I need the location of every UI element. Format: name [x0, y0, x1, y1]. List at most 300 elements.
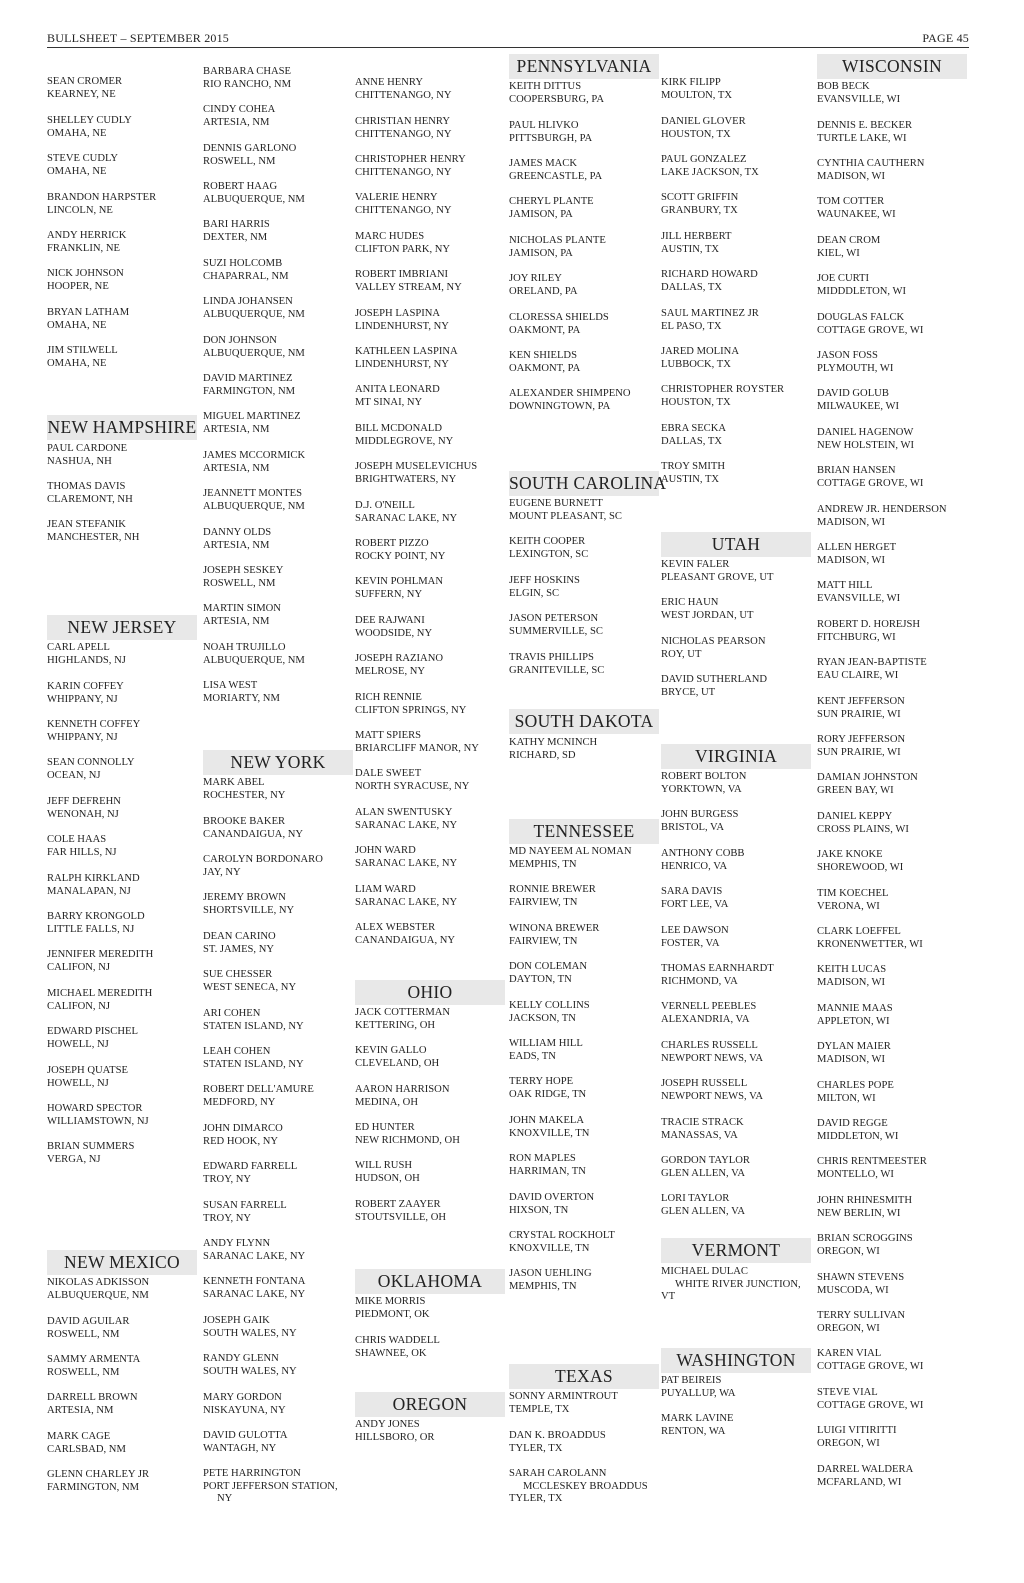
- entry-name: SONNY ARMINTROUT: [509, 1391, 618, 1402]
- entry: [203, 565, 363, 590]
- entry: [355, 461, 515, 486]
- entry: [661, 771, 821, 796]
- entry: [355, 1335, 515, 1360]
- entry-location: COOPERSBURG, PA: [509, 93, 604, 105]
- entry-location: MANALAPAN, NJ: [47, 885, 131, 897]
- entry-name: MATT HILL: [817, 580, 873, 591]
- entry-name: KENT JEFFERSON: [817, 696, 905, 707]
- entry-name: PAUL CARDONE: [47, 443, 128, 454]
- entry-name: KEITH LUCAS: [817, 964, 887, 975]
- entry: [203, 450, 363, 475]
- entry-location: MADISON, WI: [817, 516, 886, 528]
- entry-name: JOSEPH RUSSELL: [661, 1078, 748, 1089]
- entry: [203, 373, 363, 398]
- entry-location: DAYTON, TN: [509, 973, 572, 985]
- entry-name: ANDY JONES: [355, 1419, 420, 1430]
- entry-location-continued: NY: [217, 1493, 233, 1505]
- entry-location: FOSTER, VA: [661, 937, 720, 949]
- entry-name: JOY RILEY: [509, 273, 562, 284]
- entry: [203, 143, 363, 168]
- entry-name: ROBERT D. HOREJSH: [817, 619, 921, 630]
- entry-name: KARIN COFFEY: [47, 681, 124, 692]
- entry-location-continued: VT: [661, 1291, 676, 1303]
- entry-name: ROBERT BOLTON: [661, 771, 747, 782]
- entry-name: SHAWN STEVENS: [817, 1272, 905, 1283]
- entry: [661, 925, 821, 950]
- entry: [817, 1041, 977, 1066]
- entry-location: ROCHESTER, NY: [203, 789, 286, 801]
- entry-location: CLIFTON PARK, NY: [355, 243, 451, 255]
- entry-location: JAY, NY: [203, 866, 241, 878]
- entry: [47, 268, 207, 293]
- entry-location: ALBUQUERQUE, NM: [203, 347, 305, 359]
- entry-location: ALEXANDRIA, VA: [661, 1013, 750, 1025]
- entry: [509, 312, 669, 337]
- entry: [817, 734, 977, 759]
- entry: [661, 192, 821, 217]
- entry-location: RIO RANCHO, NM: [203, 78, 291, 90]
- entry-name: RICHARD HOWARD: [661, 269, 758, 280]
- state-heading: VERMONT: [661, 1238, 811, 1263]
- entry-name: EUGENE BURNETT: [509, 498, 603, 509]
- entry: [203, 1276, 363, 1301]
- entry-location: VERONA, WI: [817, 900, 880, 912]
- entry: [661, 674, 821, 699]
- entry-name: SEAN CROMER: [47, 76, 123, 87]
- entry-name: DAMIAN JOHNSTON: [817, 772, 918, 783]
- entry: [661, 269, 821, 294]
- entry: [661, 1117, 821, 1142]
- entry: [817, 196, 977, 221]
- entry-location: CHITTENANGO, NY: [355, 204, 452, 216]
- entry-location: SHAWNEE, OK: [355, 1347, 427, 1359]
- entry: [47, 307, 207, 332]
- entry: [817, 1464, 977, 1489]
- entry: [355, 500, 515, 525]
- entry-name: MARTIN SIMON: [203, 603, 281, 614]
- entry: [47, 519, 207, 544]
- entry-location: NISKAYUNA, NY: [203, 1404, 286, 1416]
- entry-name: DARRELL BROWN: [47, 1392, 138, 1403]
- entry-location: ORELAND, PA: [509, 285, 578, 297]
- entry-location: MELROSE, NY: [355, 665, 426, 677]
- entry: [661, 154, 821, 179]
- entry-location: STATEN ISLAND, NY: [203, 1020, 304, 1032]
- entry-name: DANNY OLDS: [203, 527, 272, 538]
- entry-name: KEN SHIELDS: [509, 350, 577, 361]
- entry: [817, 1195, 977, 1220]
- entry-name: CHERYL PLANTE: [509, 196, 594, 207]
- entry: [661, 384, 821, 409]
- entry: [509, 120, 669, 145]
- state-heading: SOUTH CAROLINA: [509, 471, 659, 496]
- entry-location: YORKTOWN, VA: [661, 783, 742, 795]
- entry-location: KETTERING, OH: [355, 1019, 436, 1031]
- entry-name: DAVID SUTHERLAND: [661, 674, 768, 685]
- entry-location: WAUNAKEE, WI: [817, 208, 896, 220]
- entry: [509, 388, 669, 413]
- entry-name: THOMAS DAVIS: [47, 481, 126, 492]
- entry-name: DAVID GULOTTA: [203, 1430, 288, 1441]
- entry-location: NEWPORT NEWS, VA: [661, 1090, 764, 1102]
- entry-name: KEITH COOPER: [509, 536, 586, 547]
- entry: [203, 854, 363, 879]
- entry-location: FRANKLIN, NE: [47, 242, 120, 254]
- publication-title: BULLSHEET – SEPTEMBER 2015: [47, 31, 229, 45]
- entry-name: DAN K. BROADDUS: [509, 1430, 606, 1441]
- entry: [47, 345, 207, 370]
- entry: [817, 273, 977, 298]
- entry: [203, 219, 363, 244]
- entry: [355, 423, 515, 448]
- entry-location: ARTESIA, NM: [203, 423, 270, 435]
- entry: [661, 559, 821, 584]
- entry-name: TRACIE STRACK: [661, 1117, 744, 1128]
- entry-name: BARRY KRONGOLD: [47, 911, 145, 922]
- entry-name: DON JOHNSON: [203, 335, 277, 346]
- entry-location: CALIFON, NJ: [47, 961, 110, 973]
- entry: [355, 1296, 515, 1321]
- entry-location: HOWELL, NJ: [47, 1038, 109, 1050]
- entry-location: CHITTENANGO, NY: [355, 166, 452, 178]
- entry-name: ANDY FLYNN: [203, 1238, 271, 1249]
- entry-location: TEMPLE, TX: [509, 1403, 570, 1415]
- entry-location: RICHARD, SD: [509, 749, 576, 761]
- entry-name: CHRISTOPHER ROYSTER: [661, 384, 785, 395]
- entry: [47, 681, 207, 706]
- entry: [817, 1118, 977, 1143]
- entry-location: AUSTIN, TX: [661, 473, 720, 485]
- entry: [661, 848, 821, 873]
- entry-location: MOUNT PLEASANT, SC: [509, 510, 622, 522]
- entry-location: OCEAN, NJ: [47, 769, 101, 781]
- entry-name: DEAN CARINO: [203, 931, 276, 942]
- entry: [355, 1122, 515, 1147]
- entry-name: DENNIS E. BECKER: [817, 120, 913, 131]
- entry-name: DAVID AGUILAR: [47, 1316, 130, 1327]
- entry: [355, 269, 515, 294]
- state-heading: VIRGINIA: [661, 744, 811, 769]
- entry-name: JENNIFER MEREDITH: [47, 949, 154, 960]
- entry-name: BOB BECK: [817, 81, 870, 92]
- entry-location: COTTAGE GROVE, WI: [817, 477, 924, 489]
- entry-location: MADISON, WI: [817, 554, 886, 566]
- entry-name: ROBERT HAAG: [203, 181, 278, 192]
- entry: [355, 116, 515, 141]
- entry: [47, 76, 207, 101]
- state-heading: NEW MEXICO: [47, 1250, 197, 1275]
- entry-location: MUSCODA, WI: [817, 1284, 889, 1296]
- entry: [203, 892, 363, 917]
- entry-name: JOHN DIMARCO: [203, 1123, 283, 1134]
- entry-name: JASON UEHLING: [509, 1268, 592, 1279]
- entry-location: PIEDMONT, OK: [355, 1308, 430, 1320]
- entry-name: MARK LAVINE: [661, 1413, 734, 1424]
- entry-location: GLEN ALLEN, VA: [661, 1167, 746, 1179]
- entry-location: MCCLESKEY BROADDUS: [523, 1480, 648, 1492]
- entry: [509, 81, 669, 106]
- entry-location: EADS, TN: [509, 1050, 556, 1062]
- entry-location: MT SINAI, NY: [355, 396, 423, 408]
- entry-location: ARTESIA, NM: [203, 539, 270, 551]
- entry-location: MEMPHIS, TN: [509, 858, 577, 870]
- entry-name: KATHLEEN LASPINA: [355, 346, 458, 357]
- entry: [661, 886, 821, 911]
- entry: [203, 527, 363, 552]
- entry-name: JAKE KNOKE: [817, 849, 883, 860]
- entry-name: MICHAEL MEREDITH: [47, 988, 153, 999]
- entry: [817, 1425, 977, 1450]
- entry: [203, 66, 363, 91]
- entry: [355, 538, 515, 563]
- entry-location: SUMMERVILLE, SC: [509, 625, 603, 637]
- entry: [47, 1026, 207, 1051]
- entry: [509, 1000, 669, 1025]
- entry-location: OMAHA, NE: [47, 319, 107, 331]
- state-heading: UTAH: [661, 532, 811, 557]
- entry: [661, 346, 821, 371]
- entry-location: ARTESIA, NM: [47, 1404, 114, 1416]
- page-header: [47, 30, 969, 48]
- entry-location: OAKMONT, PA: [509, 362, 581, 374]
- entry: [203, 680, 363, 705]
- entry-name: KAREN VIAL: [817, 1348, 882, 1359]
- entry: [817, 427, 977, 452]
- entry-name: NOAH TRUJILLO: [203, 642, 286, 653]
- entry-name: KATHY MCNINCH: [509, 737, 598, 748]
- entry-location: CANANDAIGUA, NY: [203, 828, 304, 840]
- entry-location: MILWAUKEE, WI: [817, 400, 899, 412]
- entry-location: FITCHBURG, WI: [817, 631, 896, 643]
- entry-location: EVANSVILLE, WI: [817, 93, 901, 105]
- entry-location: FARMINGTON, NM: [47, 1481, 140, 1493]
- entry-location: HOOPER, NE: [47, 280, 109, 292]
- entry-name: JOSEPH MUSELEVICHUS: [355, 461, 478, 472]
- entry-location: SARANAC LAKE, NY: [355, 512, 458, 524]
- entry-location: MANCHESTER, NH: [47, 531, 140, 543]
- entry: [355, 192, 515, 217]
- entry-name: BARBARA CHASE: [203, 66, 292, 77]
- state-heading: SOUTH DAKOTA: [509, 709, 659, 734]
- entry: [355, 231, 515, 256]
- entry-location: MOULTON, TX: [661, 89, 733, 101]
- entry-name: MANNIE MAAS: [817, 1003, 893, 1014]
- entry-name: ED HUNTER: [355, 1122, 415, 1133]
- entry: [509, 961, 669, 986]
- entry: [203, 1392, 363, 1417]
- entry: [203, 816, 363, 841]
- entry-location: VERGA, NJ: [47, 1153, 101, 1165]
- entry: [355, 653, 515, 678]
- entry: [817, 1003, 977, 1028]
- entry-name: PAUL HLIVKO: [509, 120, 579, 131]
- entry-name: JEFF HOSKINS: [509, 575, 580, 586]
- entry: [817, 580, 977, 605]
- entry-location: HIXSON, TN: [509, 1204, 569, 1216]
- entry-name: DANIEL KEPPY: [817, 811, 893, 822]
- entry-name: NICHOLAS PLANTE: [509, 235, 606, 246]
- entry-location: JAMISON, PA: [509, 247, 573, 259]
- entry: [817, 926, 977, 951]
- entry-location: FORT LEE, VA: [661, 898, 729, 910]
- entry: [509, 1230, 669, 1255]
- entry: [509, 158, 669, 183]
- entry: [355, 1419, 515, 1444]
- entry-location: MADISON, WI: [817, 976, 886, 988]
- entry: [203, 258, 363, 283]
- entry: [661, 308, 821, 333]
- entry-location: NEW BERLIN, WI: [817, 1207, 901, 1219]
- entry: [203, 296, 363, 321]
- entry: [47, 796, 207, 821]
- entry: [47, 481, 207, 506]
- entry-name: JOE CURTI: [817, 273, 870, 284]
- entry: [47, 443, 207, 468]
- entry-location: BRISTOL, VA: [661, 821, 724, 833]
- entry-name: JARED MOLINA: [661, 346, 739, 357]
- entry-location: TROY, NY: [203, 1173, 252, 1185]
- entry-location: EL PASO, TX: [661, 320, 722, 332]
- entry-location: GREEN BAY, WI: [817, 784, 894, 796]
- entry-location: SHORTSVILLE, NY: [203, 904, 295, 916]
- entry: [47, 1277, 207, 1302]
- entry-location: ROSWELL, NM: [47, 1328, 120, 1340]
- entry-name: JOHN MAKELA: [509, 1115, 585, 1126]
- entry: [509, 498, 669, 523]
- entry-name: DOUGLAS FALCK: [817, 312, 905, 323]
- entry-name: CYNTHIA CAUTHERN: [817, 158, 925, 169]
- entry-name: TROY SMITH: [661, 461, 726, 472]
- entry: [47, 1141, 207, 1166]
- entry: [661, 423, 821, 448]
- entry-name: MARK CAGE: [47, 1431, 111, 1442]
- entry-name: DANIEL GLOVER: [661, 116, 746, 127]
- entry: [355, 346, 515, 371]
- entry: [509, 1038, 669, 1063]
- state-heading: TEXAS: [509, 1364, 659, 1389]
- entry-location: WHIPPANY, NJ: [47, 693, 118, 705]
- entry-name: CHRISTOPHER HENRY: [355, 154, 466, 165]
- entry: [355, 922, 515, 947]
- entry: [817, 388, 977, 413]
- entry-location: ALBUQUERQUE, NM: [47, 1289, 149, 1301]
- entry-name: KENNETH FONTANA: [203, 1276, 306, 1287]
- entry-name: SAMMY ARMENTA: [47, 1354, 141, 1365]
- entry-name: BRIAN SCROGGINS: [817, 1233, 913, 1244]
- entry-name: DAVID OVERTON: [509, 1192, 595, 1203]
- entry-location: PLYMOUTH, WI: [817, 362, 894, 374]
- entry-location: COTTAGE GROVE, WI: [817, 1399, 924, 1411]
- entry-name: CHARLES POPE: [817, 1080, 894, 1091]
- entry: [509, 1430, 669, 1455]
- entry-location: BRIARCLIFF MANOR, NY: [355, 742, 479, 754]
- entry: [509, 884, 669, 909]
- entry: [661, 1375, 821, 1400]
- entry-location: ARTESIA, NM: [203, 615, 270, 627]
- entry: [47, 949, 207, 974]
- entry: [509, 613, 669, 638]
- entry-location: SOUTH WALES, NY: [203, 1365, 297, 1377]
- entry-location: CANANDAIGUA, NY: [355, 934, 456, 946]
- entry-location: HOUSTON, TX: [661, 128, 731, 140]
- entry: [509, 652, 669, 677]
- entry: [47, 1065, 207, 1090]
- entry: [661, 597, 821, 622]
- entry-location: OMAHA, NE: [47, 165, 107, 177]
- entry-name: JILL HERBERT: [661, 231, 732, 242]
- entry-location: ROSWELL, NM: [203, 155, 276, 167]
- entry: [47, 1392, 207, 1417]
- entry-name: ALAN SWENTUSKY: [355, 807, 453, 818]
- entry-name: LINDA JOHANSEN: [203, 296, 293, 307]
- entry-location: HOWELL, NJ: [47, 1077, 109, 1089]
- entry-location: PLEASANT GROVE, UT: [661, 571, 774, 583]
- entry-location: CROSS PLAINS, WI: [817, 823, 909, 835]
- entry-name: CRYSTAL ROCKHOLT: [509, 1230, 615, 1241]
- entry-location: HENRICO, VA: [661, 860, 728, 872]
- entry: [355, 884, 515, 909]
- entry-location: GREENCASTLE, PA: [509, 170, 603, 182]
- entry-name: BARI HARRIS: [203, 219, 270, 230]
- entry-name: PAT BEIREIS: [661, 1375, 722, 1386]
- state-heading: PENNSYLVANIA: [509, 54, 659, 79]
- entry: [661, 231, 821, 256]
- entry-name: BRYAN LATHAM: [47, 307, 130, 318]
- entry-name: CARL APELL: [47, 642, 110, 653]
- entry-location: ARTESIA, NM: [203, 116, 270, 128]
- entry-location: SHOREWOOD, WI: [817, 861, 904, 873]
- entry-location: KNOXVILLE, TN: [509, 1242, 590, 1254]
- entry-name: KIRK FILIPP: [661, 77, 721, 88]
- entry-name: ROBERT IMBRIANI: [355, 269, 449, 280]
- entry-name: HOWARD SPECTOR: [47, 1103, 143, 1114]
- entry: [355, 615, 515, 640]
- entry-location: WENONAH, NJ: [47, 808, 119, 820]
- entry-name: WINONA BREWER: [509, 923, 600, 934]
- entry: [203, 1468, 363, 1506]
- entry-location: MANASSAS, VA: [661, 1129, 738, 1141]
- entry: [355, 845, 515, 870]
- entry: [47, 757, 207, 782]
- entry-location: MEDFORD, NY: [203, 1096, 276, 1108]
- entry-location: CLIFTON SPRINGS, NY: [355, 704, 467, 716]
- entry-name: ERIC HAUN: [661, 597, 719, 608]
- entry-location: MADISON, WI: [817, 170, 886, 182]
- entry: [817, 158, 977, 183]
- entry-location: DEXTER, NM: [203, 231, 268, 243]
- entry-name: ROBERT PIZZO: [355, 538, 429, 549]
- entry: [509, 1268, 669, 1293]
- entry-name: RICH RENNIE: [355, 692, 422, 703]
- entry-location: LINDENHURST, NY: [355, 320, 449, 332]
- entry-name: JOHN BURGESS: [661, 809, 739, 820]
- entry: [661, 963, 821, 988]
- entry: [817, 1272, 977, 1297]
- entry-location: CLAREMONT, NH: [47, 493, 133, 505]
- entry-location: BRYCE, UT: [661, 686, 716, 698]
- entry: [509, 923, 669, 948]
- entry-location: JACKSON, TN: [509, 1012, 576, 1024]
- entry-name: ROBERT DELL'AMURE: [203, 1084, 314, 1095]
- entry-name: SEAN CONNOLLY: [47, 757, 135, 768]
- entry-location: EAU CLAIRE, WI: [817, 669, 899, 681]
- entry: [47, 1316, 207, 1341]
- entry-location: LINCOLN, NE: [47, 204, 113, 216]
- entry-name: MD NAYEEM AL NOMAN: [509, 846, 632, 857]
- entry-location: ROCKY POINT, NY: [355, 550, 446, 562]
- entry-location: HARRIMAN, TN: [509, 1165, 586, 1177]
- entry-location: FARMINGTON, NM: [203, 385, 296, 397]
